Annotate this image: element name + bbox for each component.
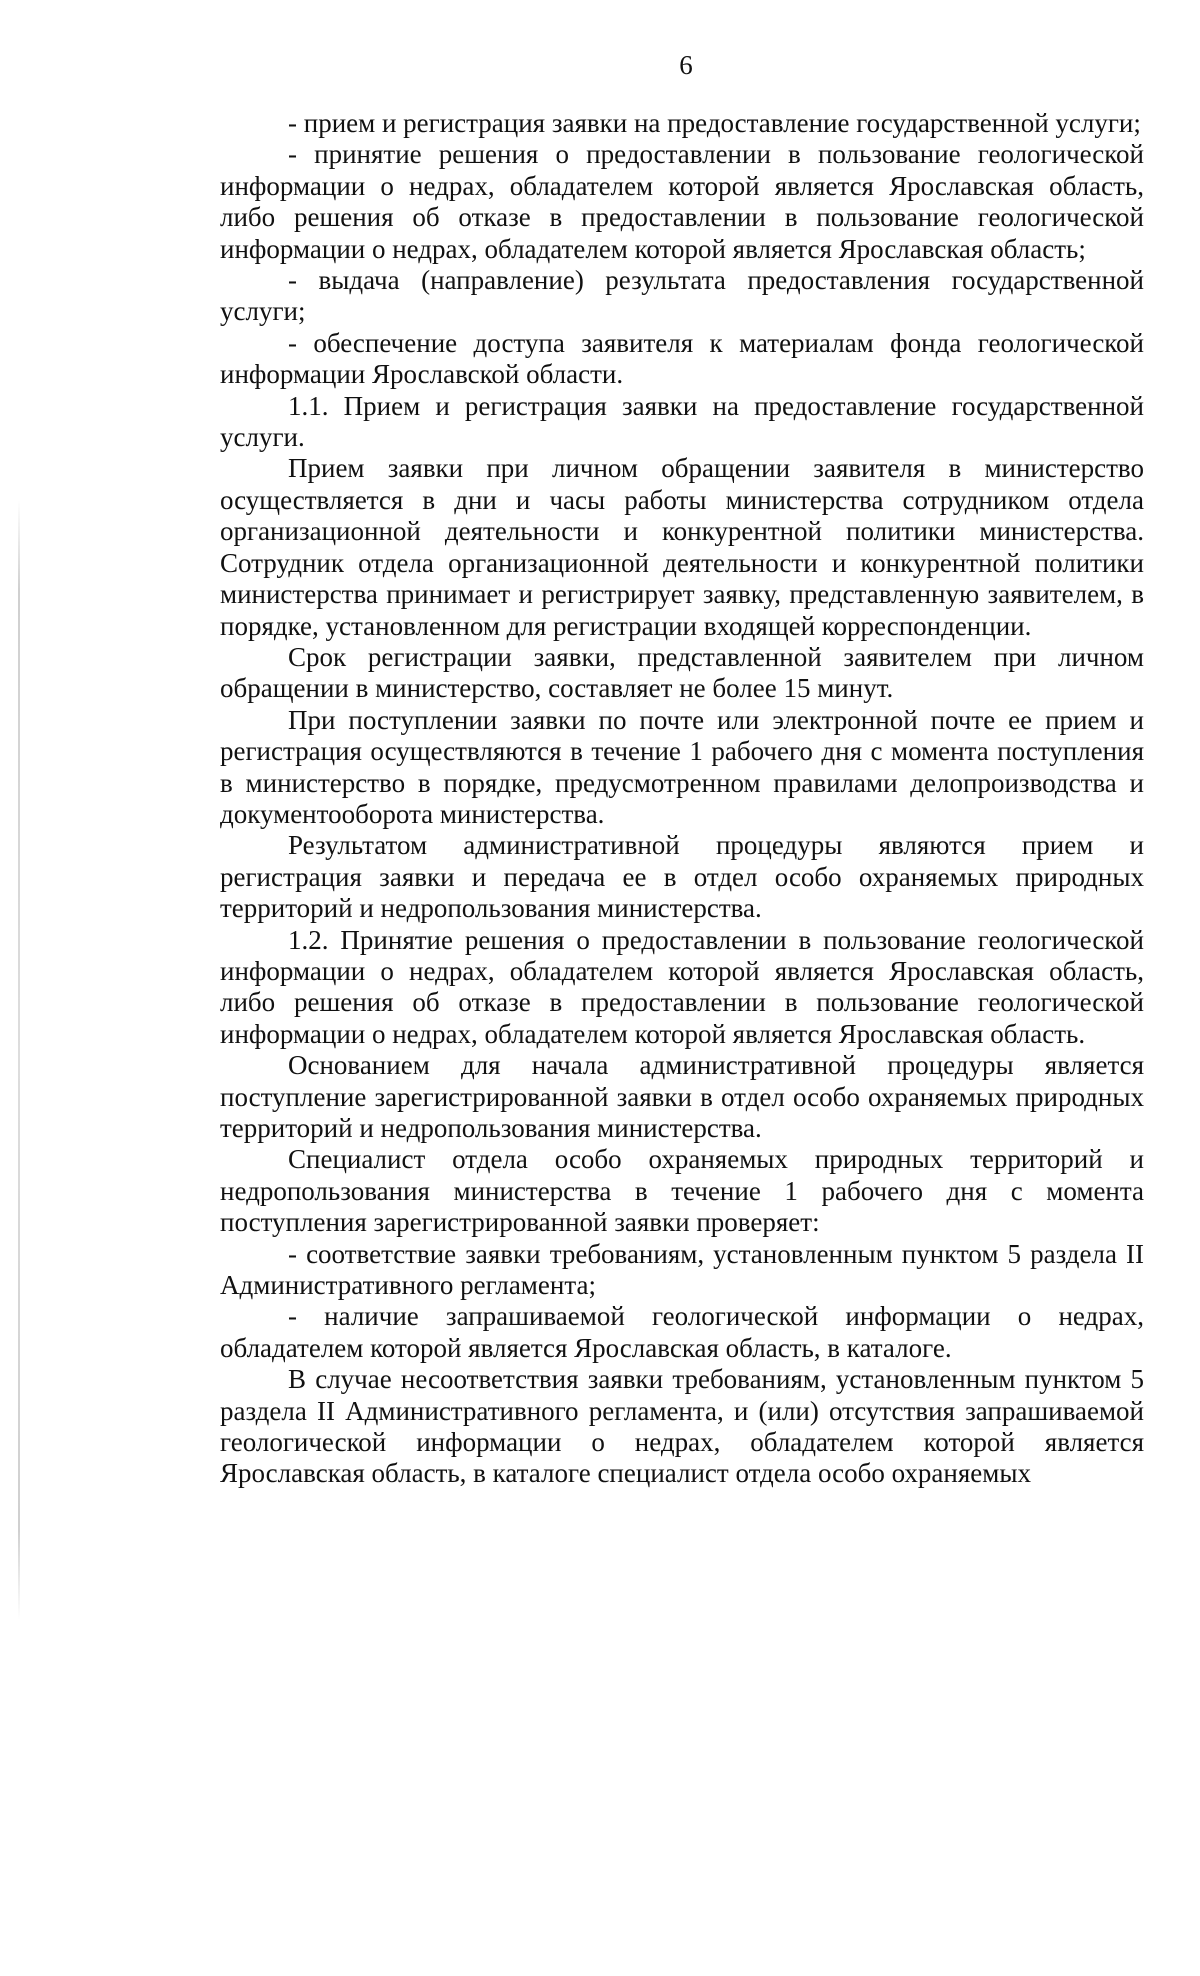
paragraph-mail-reception: При поступлении заявки по почте или электронной почте ее прием и регистрация осуществляются в течение 1 рабочего дня с момента поступления в министерство в порядке, предусмотренном правилами делопроизводства и документооборота министерства. bbox=[220, 704, 1144, 829]
list-item-compliance: - соответствие заявки требованиям, установленным пунктом 5 раздела II Административного регламента; bbox=[220, 1238, 1144, 1301]
section-heading-1-2: 1.2. Принятие решения о предоставлении в пользование геологической информации о недрах, обладателем которой является Ярославская область, либо решения об отказе в предоставлении в пользование геологической информации о недрах, обладателем которой является Ярославская область. bbox=[220, 924, 1144, 1049]
list-item-issuance: - выдача (направление) результата предоставления государственной услуги; bbox=[220, 265, 1144, 327]
list-item-availability: - наличие запрашиваемой геологической информации о недрах, обладателем которой является Ярославская область, в каталоге. bbox=[220, 1301, 1144, 1363]
paragraph-basis: Основанием для начала административной процедуры является поступление зарегистрированной заявки в отдел особо охраняемых природных территорий и недропользования министерства. bbox=[220, 1050, 1144, 1143]
list-item-decision: - принятие решения о предоставлении в пользование геологической информации о недрах, обладателем которой является Ярославская область, либо решения об отказе в предоставлении в пользование геологической информации о недрах, обладателем которой является Ярославская область; bbox=[220, 139, 1144, 264]
paragraph-specialist-check: Специалист отдела особо охраняемых природных территорий и недропользования министерства в течение 1 рабочего дня с момента поступления зарегистрированной заявки проверяет: bbox=[220, 1144, 1144, 1238]
paragraph-result-1-1: Результатом административной процедуры являются прием и регистрация заявки и передача ее в отдел особо охраняемых природных территорий и недропользования министерства. bbox=[220, 830, 1144, 924]
document-body bbox=[220, 108, 1144, 1490]
list-item-access: - обеспечение доступа заявителя к материалам фонда геологической информации Ярославской области. bbox=[220, 327, 1144, 390]
paragraph-registration-term: Срок регистрации заявки, представленной заявителем при личном обращении в министерство, составляет не более 15 минут. bbox=[220, 641, 1144, 704]
paragraph-personal-reception: Прием заявки при личном обращении заявителя в министерство осуществляется в дни и часы работы министерства сотрудником отдела организационной деятельности и конкурентной политики министерства. Сотрудник отдела организационной деятельности и конкурентной политики министерства принимает и регистрирует заявку, представленную заявителем, в порядке, установленном для регистрации входящей корреспонденции. bbox=[220, 453, 1144, 641]
paragraph-noncompliance: В случае несоответствия заявки требованиям, установленным пунктом 5 раздела II Административного регламента, и (или) отсутствия запрашиваемой геологической информации о недрах, обладателем которой является Ярославская область, в каталоге специалист отдела особо охраняемых bbox=[220, 1364, 1144, 1489]
page-number: 6 bbox=[679, 50, 693, 80]
scan-edge-mark bbox=[18, 500, 20, 1620]
section-heading-1-1: 1.1. Прием и регистрация заявки на предоставление государственной услуги. bbox=[220, 390, 1144, 453]
list-item-reception: - прием и регистрация заявки на предоставление государственной услуги; bbox=[288, 108, 1141, 138]
